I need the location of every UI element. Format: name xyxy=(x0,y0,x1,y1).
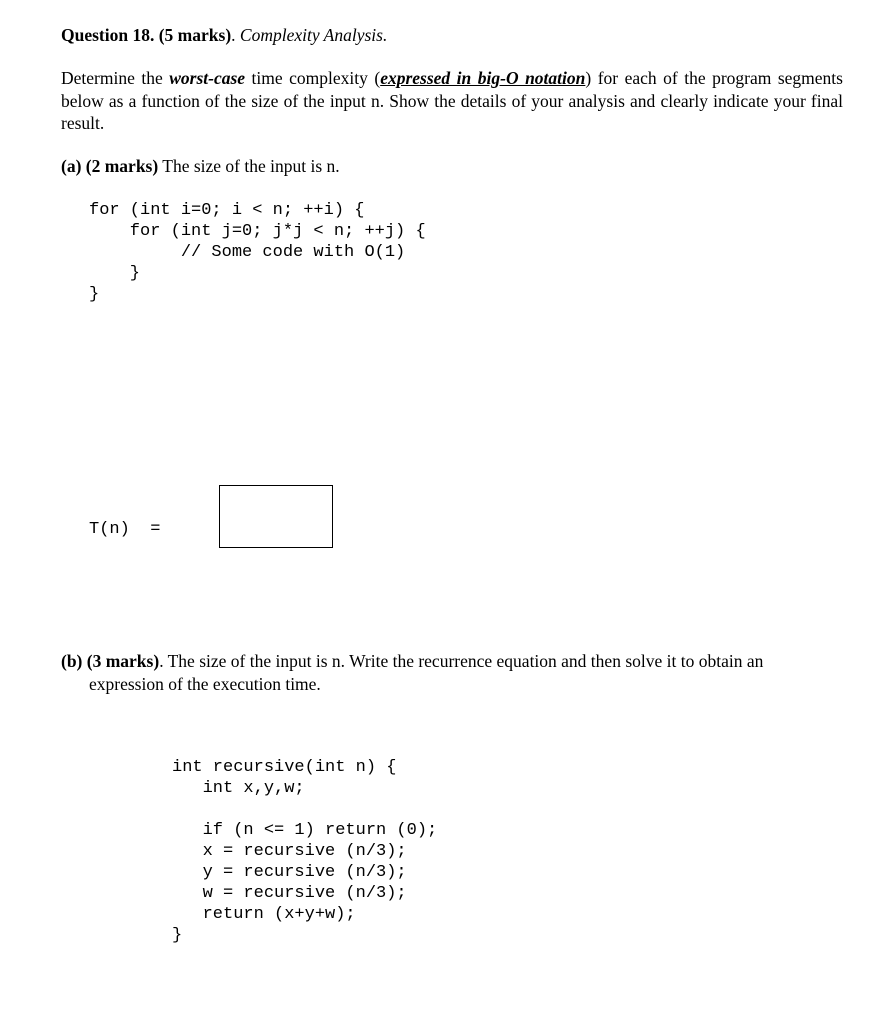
code-line: // Some code with O(1) xyxy=(89,243,406,262)
code-line: } xyxy=(89,264,141,283)
part-a-heading xyxy=(61,156,340,177)
part-b-text-line-2: expression of the execution time. xyxy=(89,673,321,694)
answer-box[interactable] xyxy=(219,485,333,548)
part-a-label: (a) (2 marks) xyxy=(61,156,159,176)
big-o-emphasis: expressed in big-O notation xyxy=(380,68,586,88)
instructions-text-1: Determine the xyxy=(61,68,170,88)
part-b-heading xyxy=(61,650,843,695)
code-line xyxy=(172,799,437,820)
code-line: for (int i=0; i < n; ++i) { xyxy=(89,201,365,220)
part-a-text: The size of the input is n. xyxy=(158,156,340,176)
instructions-text-3: ) for each of the program segments below as a function of the size of the input xyxy=(61,68,843,111)
worst-case-emphasis: worst-case xyxy=(169,68,246,88)
code-line: w = recursive (n/3); xyxy=(172,884,407,903)
code-line: if (n <= 1) return (0); xyxy=(172,821,438,840)
question-heading xyxy=(61,25,387,46)
question-separator: . xyxy=(231,25,236,45)
code-line: } xyxy=(172,926,183,945)
code-block-a xyxy=(89,200,426,305)
code-line: } xyxy=(89,285,100,304)
code-block-b xyxy=(172,757,437,946)
question-label: Question 18. xyxy=(61,25,155,45)
code-line: int x,y,w; xyxy=(172,779,305,798)
code-line: for (int j=0; j*j < n; ++j) { xyxy=(89,222,426,241)
instructions-paragraph xyxy=(61,67,843,135)
instructions-text-2: time complexity ( xyxy=(245,68,381,88)
question-marks: (5 marks) xyxy=(158,25,232,45)
code-line: y = recursive (n/3); xyxy=(172,863,407,882)
part-b-label: (b) (3 marks) xyxy=(61,651,160,671)
instructions-variable-n: n xyxy=(370,90,380,111)
code-line: x = recursive (n/3); xyxy=(172,842,407,861)
code-line: int recursive(int n) { xyxy=(172,758,397,777)
instructions-text-4: . Show the details of your analysis and clearly indicate your final result. xyxy=(61,90,844,133)
part-b-text-line-1: . The size of the input is n. Write the recurrence equation and then solve it to obtain an xyxy=(159,651,764,671)
answer-label: T(n) = xyxy=(89,520,161,539)
code-line: return (x+y+w); xyxy=(172,905,356,924)
question-topic: Complexity Analysis. xyxy=(239,25,388,45)
